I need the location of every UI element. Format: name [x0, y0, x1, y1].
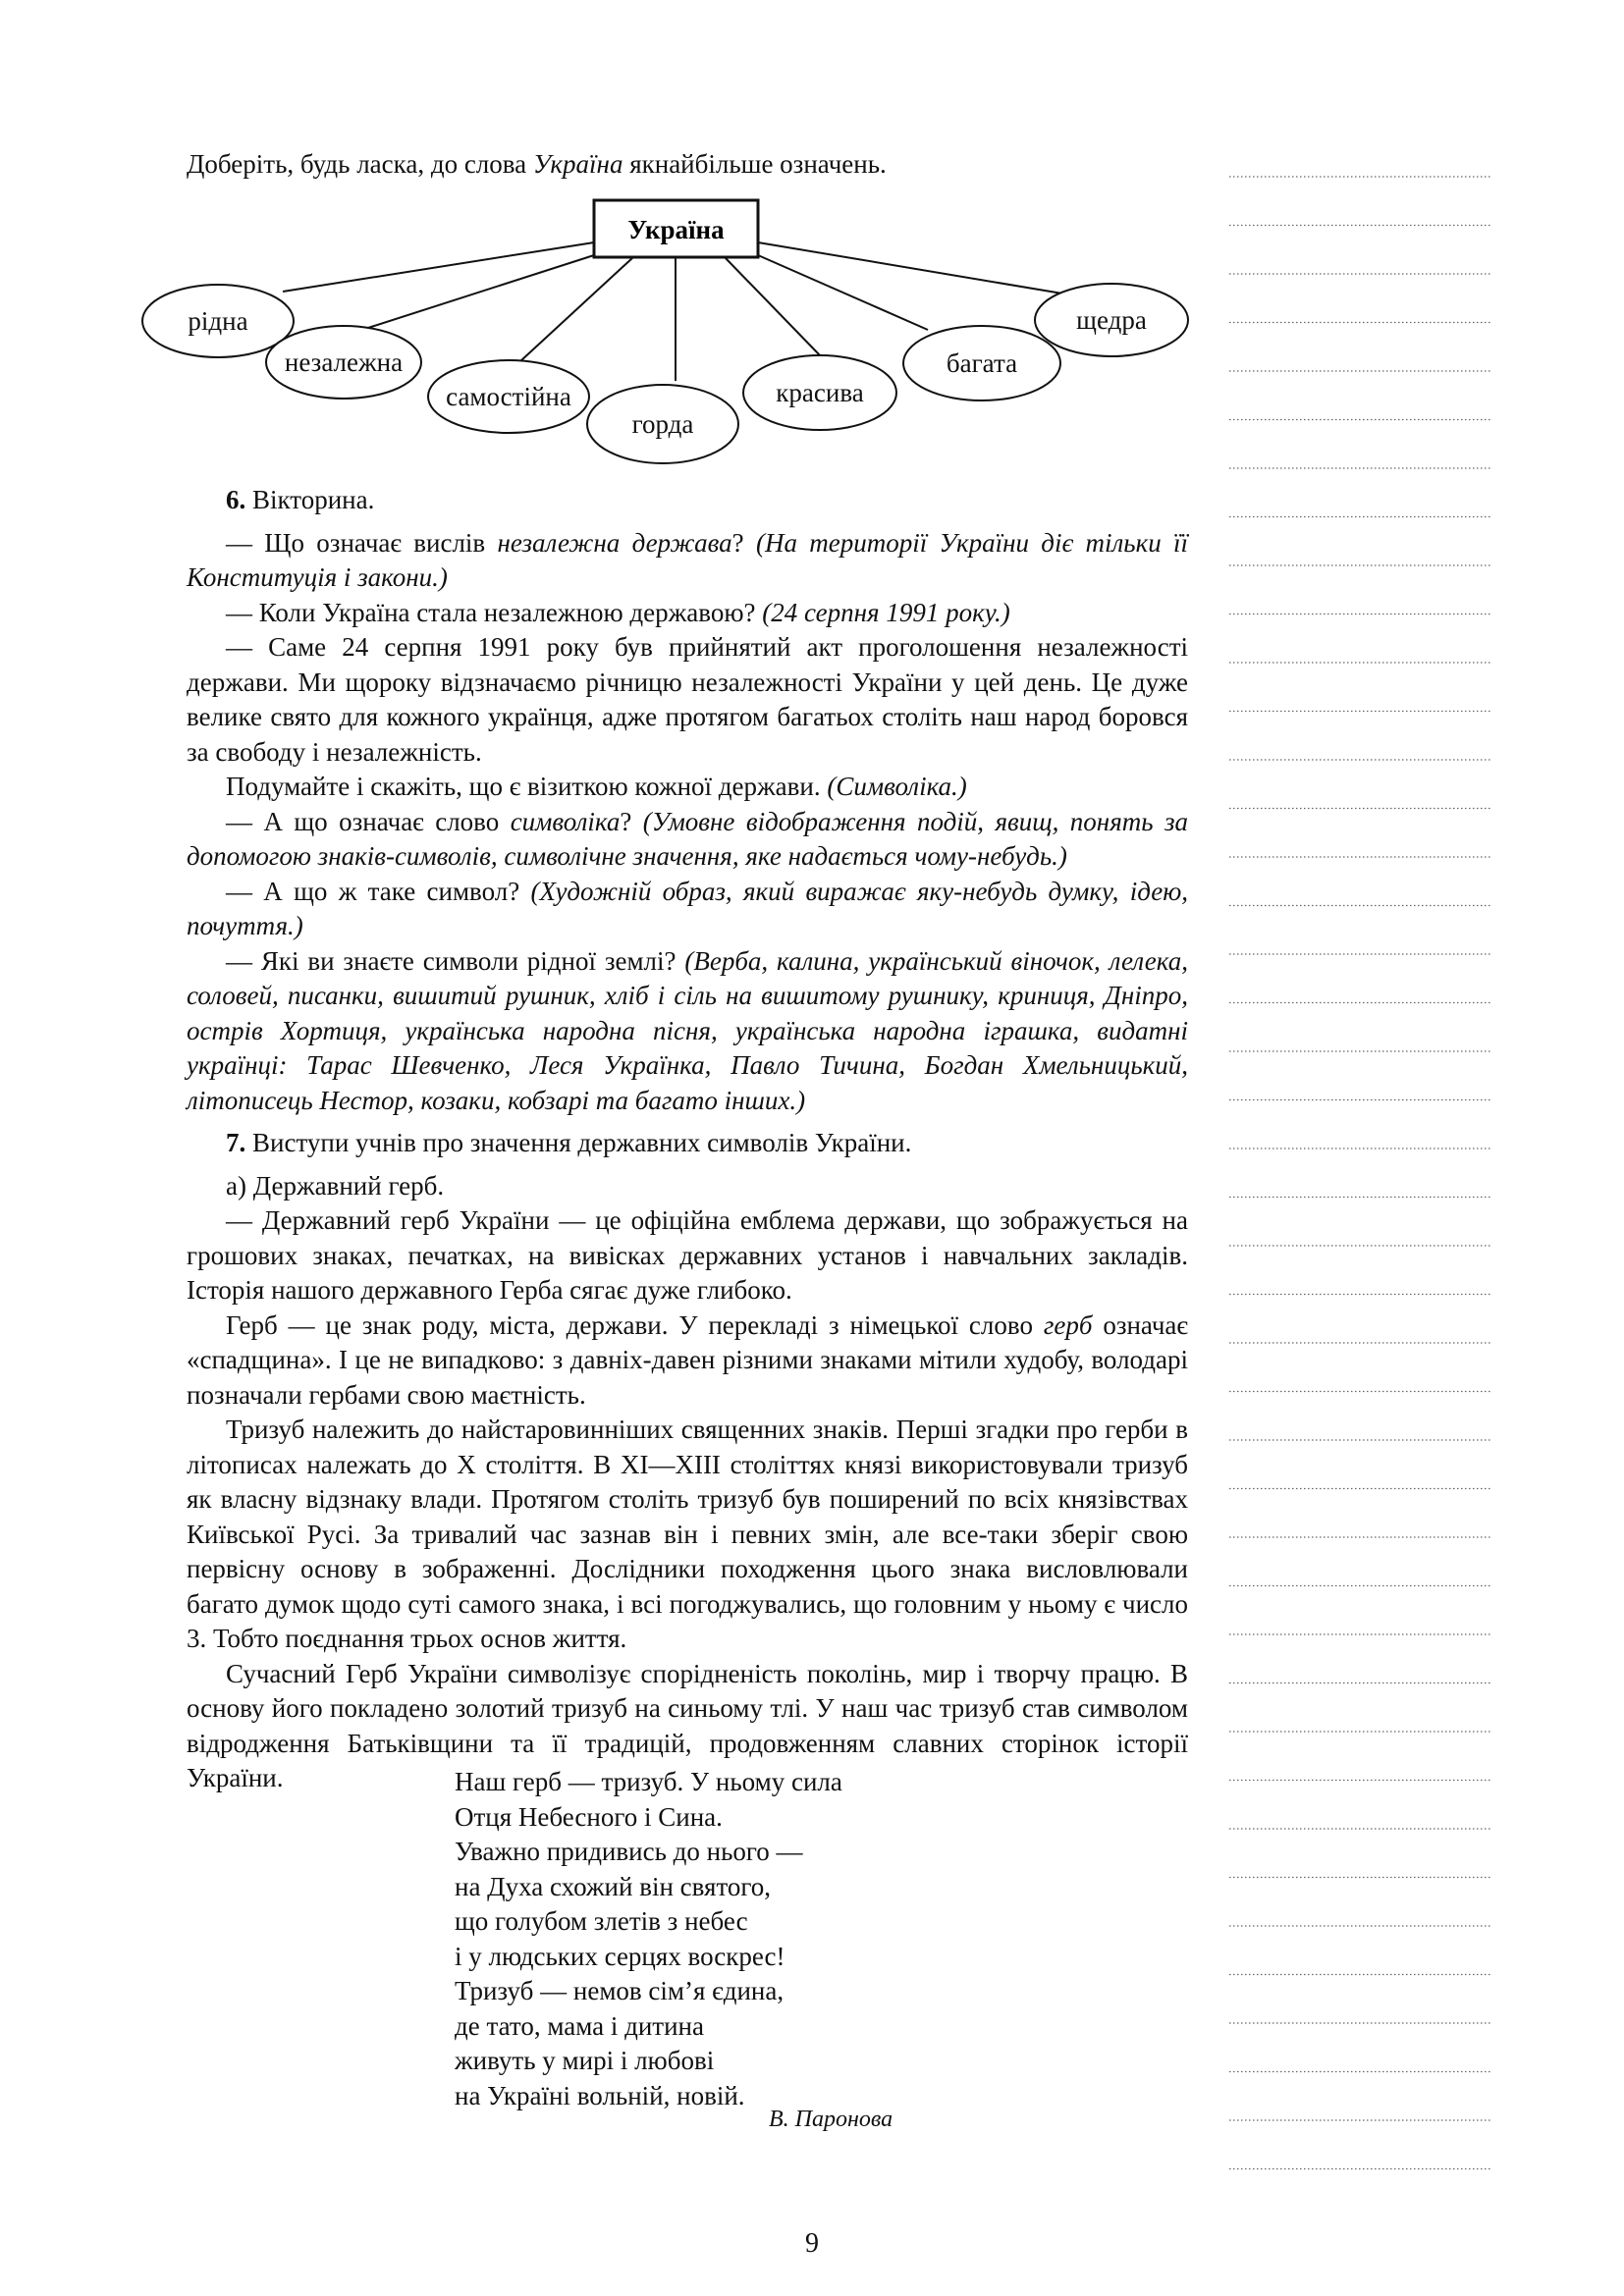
poem-line: на Україні вольній, новій. [455, 2080, 745, 2110]
poem-line: на Духа схожий він святого, [455, 1871, 772, 1901]
poem-line: і у людських серцях воскрес! [455, 1941, 785, 1971]
quiz-question-7: — Які ви знаєте символи рідної землі? (Верба, калина, український віночок, лелека, соловей, писанки, вишитий рушник, хліб і сіль на вишитому рушнику, криниця, Дніпро, острів Хортиця, українська народна пісня, українська народна іграшка, видатні українці: Тарас Шевченко, Леся Українка, Павло Тичина, Богдан Хмельницький, літописець Нестор, козаки, кобзарі та багато інших.) [187, 945, 1188, 1115]
poem-line: Уважно придивись до нього — [455, 1837, 803, 1866]
quiz-question-1: — Що означає вислів незалежна держава? (На території України діє тільки її Конституція і закони.) [187, 527, 1189, 592]
section-6-heading: 6. Вікторина. [226, 485, 375, 514]
poem-line: що голубом злетів з небес [455, 1906, 748, 1936]
word-ridna: рідна [188, 306, 248, 336]
poem-line: Наш герб — тризуб. У ньому сила [455, 1767, 842, 1796]
poem-line: живуть у мирі і любові [455, 2046, 715, 2075]
main-text [187, 483, 1188, 1796]
center-word: Україна [627, 215, 725, 244]
intro-text: Доберіть, будь ласка, до слова Україна якнайбільше означень. [187, 149, 887, 179]
page-number: 9 [805, 2228, 819, 2259]
word-horda: горда [631, 409, 694, 439]
word-samostiina: самостійна [446, 382, 571, 411]
quiz-question-5: — А що означає слово символіка? (Умовне відображення подій, явищ, понять за допомогою знаків-символів, символічне значення, яке надається чому-небудь.) [187, 806, 1189, 871]
poem-line: де тато, мама і дитина [455, 2010, 704, 2041]
word-krasyva: красива [776, 378, 864, 407]
word-bahata: багата [946, 348, 1018, 378]
word-nezalezhna: незалежна [284, 347, 404, 377]
coat-of-arms-paragraph-1: — Державний герб України — це офіційна емблема держави, що зображується на грошових знаках, печатках, на вивісках державних установ і навчальних закладів. Історія нашого державного Герба сягає дуже глибоко. [187, 1205, 1188, 1305]
word-shchedra: щедра [1076, 305, 1147, 335]
poem-line: Отця Небесного і Сина. [455, 1801, 723, 1832]
poem-author: В. Паронова [769, 2107, 893, 2132]
coat-of-arms-paragraph-4: Сучасний Герб України символізує спорідненість поколінь, мир і творчу працю. В основу його покладено золотий тризуб на синьому тлі. У наш час тризуб став символом відродження Батьківщини та її традицій, продовженням славних сторінок історії України. [187, 1658, 1188, 1792]
poem [455, 1765, 842, 2113]
margin-note-lines [1229, 0, 1524, 2296]
quiz-question-2: — Коли Україна стала незалежною державою? (24 серпня 1991 року.) [226, 597, 1010, 627]
quiz-paragraph-3: — Саме 24 серпня 1991 року був прийнятий акт проголошення незалежності держави. Ми щороку відзначаємо річницю незалежності України у цей день. Це дуже велике свято для кожного українця, адже протягом багатьох століть наш народ боровся за свободу і незалежність. [187, 632, 1188, 767]
section-7-heading: 7. Виступи учнів про значення державних символів України. [226, 1128, 912, 1157]
coat-of-arms-paragraph-3: Тризуб належить до найстаровинніших священних знаків. Перші згадки про герби в літописах належать до X століття. В XI—XIII століттях князі використовували тризуб як власну відзнаку влади. Протягом століть тризуб був поширений по всіх князівствах Київської Русі. За тривалий час зазнав він і певних змін, але все-таки зберіг свою первісну основу в зображенні. Дослідники походження цього знака висловлювали багато думок щодо суті самого знака, і всі погоджувались, що головним у ньому є число 3. Тобто поєднання трьох основ життя. [187, 1415, 1188, 1653]
coat-of-arms-paragraph-2: Герб — це знак роду, міста, держави. У перекладі з німецької слово герб означає «спадщина». І це не випадково: з давніх-давен різними знаками мітили худобу, володарі позначали гербами свою маєтність. [187, 1309, 1188, 1410]
section-7-subheading: а) Державний герб. [226, 1170, 445, 1201]
poem-line: Тризуб — немов сім’я єдина, [455, 1976, 785, 2005]
quiz-paragraph-4: Подумайте і скажіть, що є візиткою кожної держави. (Символіка.) [226, 772, 967, 801]
quiz-question-6: — А що ж таке символ? (Художній образ, який виражає яку-небудь думку, ідею, почуття.) [187, 876, 1188, 940]
